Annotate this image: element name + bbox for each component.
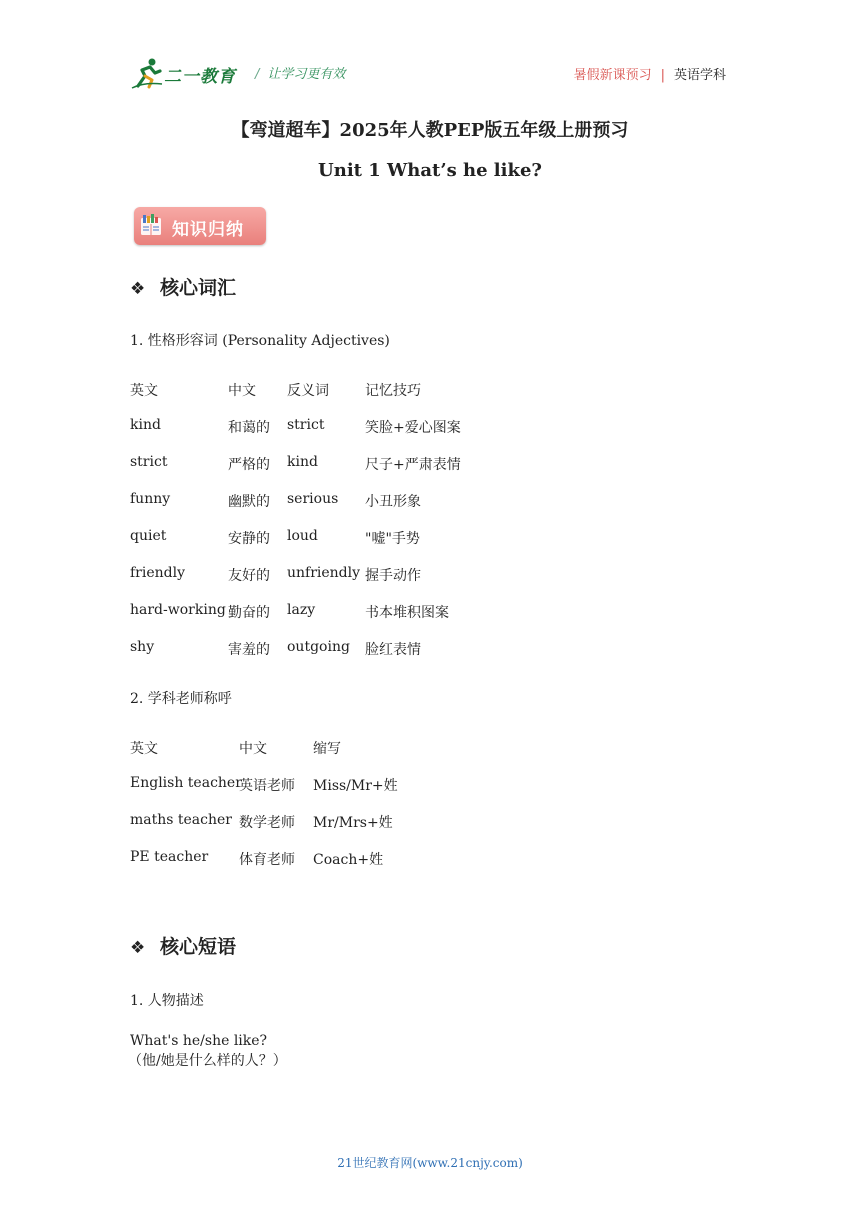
- section-heading-core-phrases: [130, 932, 236, 959]
- table-cell: 书本堆积图案: [365, 605, 449, 621]
- table-header-cell: 反义词: [287, 383, 329, 399]
- slogan-text: 让学习更有效: [267, 67, 346, 82]
- section-heading-text: 核心短语: [160, 936, 237, 958]
- table-cell: 友好的: [228, 568, 270, 584]
- section-heading-text: 核心词汇: [160, 277, 237, 299]
- table-cell: English teacher: [130, 775, 242, 791]
- table-cell: serious: [287, 491, 339, 507]
- table-cell: loud: [287, 528, 318, 544]
- badge-label: 知识归纳: [172, 220, 244, 240]
- table-cell: 数学老师: [239, 815, 295, 831]
- table-cell: "嘘"手势: [365, 531, 420, 547]
- table-cell: lazy: [287, 602, 316, 618]
- page-footer: 21世纪教育网(www.21cnjy.com): [337, 1156, 523, 1170]
- diamond-bullet-icon: ❖: [130, 279, 146, 299]
- brand-logo: [130, 56, 242, 90]
- subtitle-person-description: 1. 人物描述: [130, 993, 204, 1009]
- book-icon: [140, 214, 162, 238]
- logo-text: 二一教育: [164, 67, 236, 87]
- diamond-bullet-icon: ❖: [130, 938, 146, 958]
- table-header-cell: 中文: [239, 741, 267, 757]
- table-cell: unfriendly: [287, 565, 361, 581]
- table-cell: maths teacher: [130, 812, 232, 828]
- table-cell: PE teacher: [130, 849, 209, 865]
- table-cell: strict: [130, 454, 168, 470]
- table-cell: 握手动作: [365, 568, 421, 584]
- table-header-cell: 英文: [130, 741, 158, 757]
- preview-label: 暑假新课预习: [573, 68, 652, 83]
- document-title: 【弯道超车】2025年人教PEP版五年级上册预习: [231, 120, 629, 141]
- table-cell: 安静的: [228, 531, 270, 547]
- table-cell: kind: [287, 454, 318, 470]
- table-cell: 脸红表情: [365, 642, 421, 658]
- table-cell: 害羞的: [228, 642, 270, 658]
- table-header-cell: 记忆技巧: [365, 383, 421, 399]
- header-tags: [574, 64, 726, 83]
- subtitle-teacher-titles: 2. 学科老师称呼: [130, 691, 232, 707]
- phrase-question: What's he/she like?: [130, 1033, 268, 1049]
- table-header-cell: 中文: [228, 383, 256, 399]
- table-cell: shy: [130, 639, 155, 655]
- slogan: / 让学习更有效: [255, 67, 346, 82]
- subtitle-personality-adjectives: 1. 性格形容词 (Personality Adjectives): [130, 333, 390, 349]
- runner-icon: [130, 56, 164, 90]
- table-cell: 幽默的: [228, 494, 270, 510]
- table-cell: Miss/Mr+姓: [313, 778, 398, 794]
- table-cell: 和蔼的: [228, 420, 270, 436]
- table-cell: 勤奋的: [228, 605, 270, 621]
- table-cell: funny: [130, 491, 171, 507]
- table-cell: Coach+姓: [313, 852, 384, 868]
- unit-title: Unit 1 What’s he like?: [318, 160, 542, 181]
- section-heading-core-vocab: [130, 273, 236, 300]
- phrase-translation: （他/她是什么样的人？）: [128, 1053, 287, 1069]
- knowledge-summary-badge: [134, 207, 266, 245]
- header-separator: |: [660, 68, 665, 83]
- table-header-cell: 英文: [130, 383, 158, 399]
- table-cell: outgoing: [287, 639, 350, 655]
- table-cell: quiet: [130, 528, 167, 544]
- table-cell: 尺子+严肃表情: [365, 457, 461, 473]
- table-cell: 严格的: [228, 457, 270, 473]
- table-cell: hard-working: [130, 602, 226, 618]
- table-cell: 体育老师: [239, 852, 295, 868]
- subject-label: 英语学科: [673, 68, 726, 83]
- table-header-cell: 缩写: [313, 741, 341, 757]
- table-cell: 笑脸+爱心图案: [365, 420, 461, 436]
- page-header: [130, 56, 726, 92]
- table-cell: Mr/Mrs+姓: [313, 815, 393, 831]
- table-cell: 英语老师: [239, 778, 295, 794]
- table-cell: strict: [287, 417, 325, 433]
- table-cell: 小丑形象: [365, 494, 421, 510]
- table-cell: friendly: [130, 565, 186, 581]
- table-cell: kind: [130, 417, 161, 433]
